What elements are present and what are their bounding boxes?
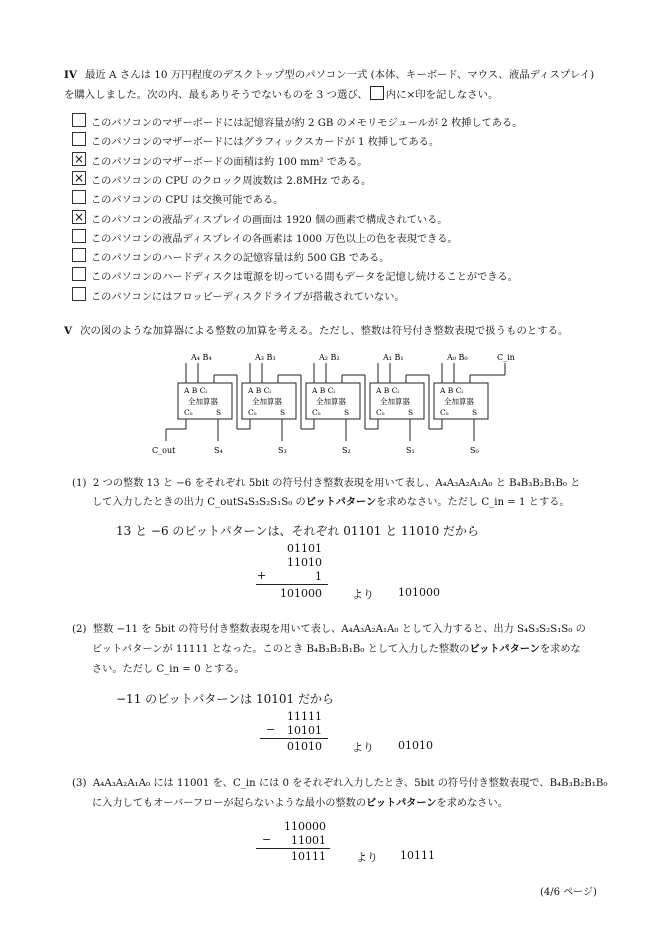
p1-line2-post: を求めなさい。ただし C_in = 1 とする。 bbox=[376, 497, 570, 508]
adder-pin-labels: A B Cᵢ bbox=[312, 386, 335, 395]
cin-label: C_in bbox=[497, 353, 515, 362]
p2-calc-op: − bbox=[266, 723, 276, 736]
q5-intro bbox=[64, 322, 568, 337]
adder-s-label: S bbox=[216, 408, 222, 417]
adder-co-label: Cₒ bbox=[376, 408, 385, 417]
adder-s-label: S bbox=[408, 408, 414, 417]
p1-calc-result: 101000 bbox=[280, 587, 322, 600]
p2-calc-row-2: 10101 bbox=[287, 724, 322, 737]
option-text: このパソコンのハードディスクの記憶容量は約 500 GB である。 bbox=[91, 253, 390, 265]
adder-input-label: A₂ B₂ bbox=[319, 353, 340, 362]
adder-pin-labels: A B Cᵢ bbox=[440, 386, 463, 395]
p3-line1-text: A₄A₃A₂A₁A₀ には 11001 を、C_in には 0 をそれぞれ入力したとき、5bit の符号付き整数表現で、B₄B₃B₂B₁B₀ bbox=[92, 778, 608, 789]
p3-calc-row-2: 11001 bbox=[291, 834, 326, 847]
p2-yori: より bbox=[352, 741, 374, 754]
p1-calc-rule bbox=[256, 584, 328, 585]
option-checkbox[interactable]: × bbox=[73, 209, 85, 224]
p2-calc-result: 01010 bbox=[287, 740, 322, 753]
adder-input-label: A₁ B₁ bbox=[383, 353, 404, 362]
p3-calc-op: − bbox=[262, 833, 272, 846]
p3-line2-bold: ビットパターン bbox=[366, 797, 437, 809]
inline-checkbox-icon bbox=[370, 86, 384, 100]
adder-co-label: Cₒ bbox=[248, 408, 257, 417]
p2-line2-post: を求めな bbox=[539, 644, 581, 655]
p1-yori: より bbox=[352, 588, 374, 601]
p3-final: 10111 bbox=[400, 849, 435, 862]
adder-input-label: A₄ B₄ bbox=[191, 353, 212, 362]
adder-s-label: S bbox=[472, 408, 478, 417]
option-text: このパソコンの CPU は交換可能である。 bbox=[91, 195, 284, 207]
adder-s-label: S bbox=[280, 408, 286, 417]
option-text: このパソコンにはフロッピーディスクドライブが搭載されていない。 bbox=[91, 291, 405, 303]
p3-calc-result: 10111 bbox=[291, 850, 326, 863]
p2-line3: さい。ただし C_in = 0 とする。 bbox=[92, 664, 245, 675]
q5-label: V bbox=[64, 325, 73, 337]
p3-line2 bbox=[92, 794, 508, 809]
sum-output-label: S₀ bbox=[470, 446, 479, 455]
q4-intro-text: 最近 A さんは 10 万円程度のデスクトップ型のパソコン一式 (本体、キーボード、マウス、液晶ディスプレイ) bbox=[84, 69, 595, 81]
adder-pin-labels: A B Cᵢ bbox=[376, 386, 399, 395]
adder-co-label: Cₒ bbox=[184, 408, 193, 417]
adder-diagram bbox=[0, 345, 661, 465]
option-text: このパソコンのマザーボードにはグラフィックスカードが 1 枚挿してある。 bbox=[91, 137, 440, 149]
option-text: このパソコンの液晶ディスプレイの画面は 1920 個の画素で構成されている。 bbox=[91, 214, 448, 226]
p2-answer-intro: −11 のビットパターンは 10101 だから bbox=[116, 692, 334, 706]
p1-num: (1) bbox=[72, 478, 87, 489]
option-checkbox[interactable] bbox=[72, 113, 86, 127]
p1-calc-row-1: 01101 bbox=[287, 542, 322, 555]
option-text: このパソコンの CPU のクロック周波数は 2.8MHz である。 bbox=[91, 175, 372, 187]
adder-title: 全加算器 bbox=[380, 397, 410, 406]
q4-intro-line2-pre: を購入しました。次の内、最もありそうでないものを 3 つ選び、 bbox=[64, 89, 368, 101]
adder-input-label: A₃ B₃ bbox=[255, 353, 276, 362]
p3-yori: より bbox=[356, 851, 378, 864]
p3-line2-post: を求めなさい。 bbox=[436, 798, 508, 809]
option-checkbox[interactable] bbox=[72, 132, 86, 146]
adder-input-label: A₀ B₀ bbox=[447, 353, 468, 362]
adder-co-label: Cₒ bbox=[440, 408, 449, 417]
adder-co-label: Cₒ bbox=[312, 408, 321, 417]
option-checkbox[interactable] bbox=[72, 267, 86, 281]
p2-calc-rule bbox=[260, 738, 328, 739]
option-checkbox[interactable]: × bbox=[73, 170, 85, 185]
page-number: (4/6 ページ) bbox=[540, 887, 597, 898]
p1-line2 bbox=[92, 493, 570, 508]
p3-line2-pre: に入力してもオーバーフローが起らないような最小の整数の bbox=[92, 798, 367, 809]
adder-pin-labels: A B Cᵢ bbox=[248, 386, 271, 395]
option-checkbox[interactable] bbox=[72, 229, 86, 243]
adder-title: 全加算器 bbox=[444, 397, 474, 406]
p1-line2-bold: ビットパターン bbox=[305, 496, 377, 508]
option-checkbox[interactable] bbox=[72, 248, 86, 262]
option-checkbox[interactable] bbox=[72, 287, 86, 301]
q5-intro-text: 次の図のような加算器による整数の加算を考える。ただし、整数は符号付き整数表現で扱うものとする。 bbox=[80, 325, 569, 337]
p2-line1-text: 整数 −11 を 5bit の符号付き整数表現を用いて表し、A₄A₃A₂A₁A₀ として入力すると、出力 S₄S₃S₂S₁S₀ の bbox=[92, 624, 586, 635]
option-checkbox[interactable] bbox=[72, 190, 86, 204]
sum-output-label: S₄ bbox=[214, 446, 223, 455]
p3-num: (3) bbox=[72, 778, 87, 789]
p2-calc-row-1: 11111 bbox=[287, 710, 322, 723]
p2-line1 bbox=[72, 620, 586, 635]
p1-line1-text: 2 つの整数 13 と −6 をそれぞれ 5bit の符号付き整数表現を用いて表し、A₄A₃A₂A₁A₀ と B₄B₃B₂B₁B₀ と bbox=[92, 478, 581, 489]
p3-calc-rule bbox=[256, 848, 330, 849]
q4-intro-line2 bbox=[64, 86, 498, 101]
q4-intro-line1 bbox=[64, 66, 594, 85]
sum-output-label: S₁ bbox=[406, 446, 415, 455]
p1-answer-intro: 13 と −6 のビットパターンは、それぞれ 01101 と 11010 だから bbox=[116, 524, 480, 538]
adder-title: 全加算器 bbox=[316, 397, 346, 406]
q4-intro-line2-post: 内に×印を記しなさい。 bbox=[385, 89, 499, 101]
p1-calc-row-2: 11010 bbox=[287, 556, 322, 569]
sum-output-label: S₃ bbox=[278, 446, 287, 455]
option-text: このパソコンのハードディスクは電源を切っている間もデータを記憶し続けることができる。 bbox=[91, 272, 518, 284]
p2-line2 bbox=[92, 640, 581, 655]
adder-pin-labels: A B Cᵢ bbox=[184, 386, 207, 395]
p3-line1 bbox=[72, 774, 607, 789]
p2-line2-text: ビットパターンが 11111 となった。このとき B₄B₃B₂B₁B₀ として入力した整数の bbox=[92, 644, 470, 655]
option-text: このパソコンのマザーボードには記憶容量が約 2 GB のメモリモジュールが 2 枚挿してある。 bbox=[91, 118, 523, 129]
adder-title: 全加算器 bbox=[252, 397, 282, 406]
option-checkbox[interactable]: × bbox=[73, 151, 85, 166]
p2-line2-bold: ビットパターン bbox=[469, 643, 540, 655]
cout-label: C_out bbox=[152, 446, 176, 455]
q4-label: IV bbox=[64, 69, 77, 81]
adder-title: 全加算器 bbox=[188, 397, 218, 406]
option-text: このパソコンのマザーボードの面積は約 100 mm² である。 bbox=[91, 156, 368, 168]
p3-calc-row-1: 110000 bbox=[284, 820, 326, 833]
p1-line1 bbox=[72, 474, 580, 489]
sum-output-label: S₂ bbox=[342, 446, 351, 455]
p1-calc-op: + bbox=[257, 569, 267, 582]
p1-calc-row-3: 1 bbox=[315, 570, 322, 583]
p1-line2-pre: して入力したときの出力 C_outS₄S₃S₂S₁S₀ の bbox=[92, 497, 306, 508]
p2-final: 01010 bbox=[398, 739, 433, 752]
option-text: このパソコンの液晶ディスプレイの各画素は 1000 万色以上の色を表現できる。 bbox=[91, 233, 458, 245]
p1-final: 101000 bbox=[398, 586, 440, 599]
p2-num: (2) bbox=[72, 624, 87, 635]
adder-s-label: S bbox=[344, 408, 350, 417]
